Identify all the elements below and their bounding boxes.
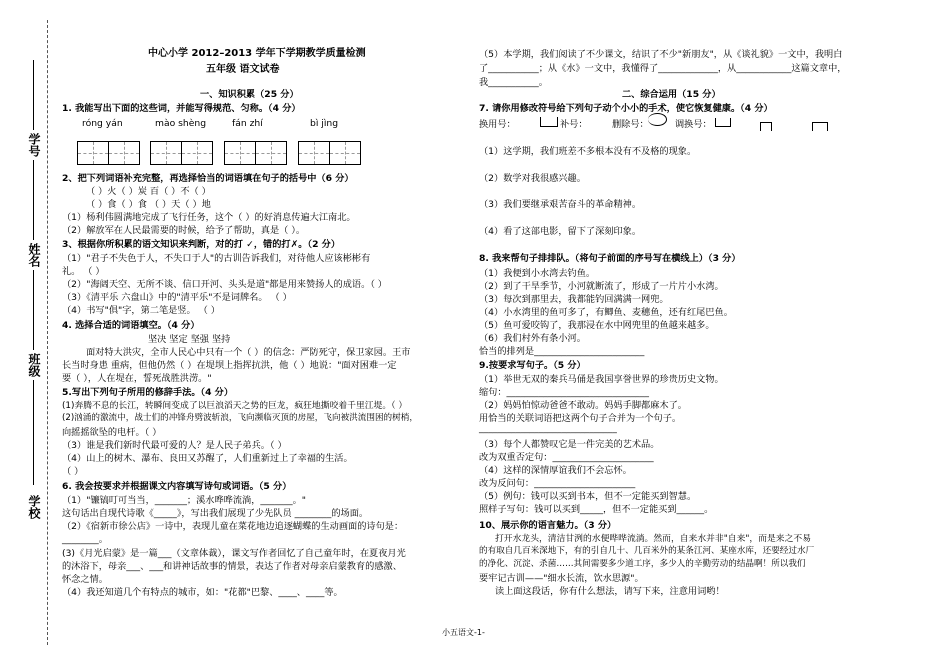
q3-title: 3、根据你所积累的语文知识来判断，对的打 ✓，错的打✗。（2 分）	[62, 239, 341, 250]
number-line	[33, 60, 34, 130]
pinyin-4: bì jìng	[310, 118, 339, 129]
q7-s4: （4）看了这部电影，留下了深刻印象。	[479, 226, 642, 237]
writing-grid-4[interactable]	[298, 141, 361, 165]
pinyin-2: mào shèng	[155, 118, 207, 129]
q6-s1a: （1）"镰镐叮可当当，_______；溪水哗哗流淌，_______。"	[62, 495, 306, 506]
q9-title: 9.按要求写句子。（5 分）	[479, 360, 586, 371]
q8-s4: （4）小水湾里的鱼可多了，有鲫鱼、麦穗鱼，还有红尾巴鱼。	[479, 307, 733, 318]
q3-s1a: （1）"君子不失色于人，不失口于人"的古训告诉我们，对待他人应该彬彬有	[62, 253, 371, 264]
q8-s6: （6）我们村外有条小河。	[479, 333, 586, 344]
q1-title: 1. 我能写出下面的这些词，并能写得规范、匀称。（4 分）	[62, 103, 301, 114]
q2-title: 2、把下列词语补充完整，再选择恰当的词语填在句子的括号中（6 分）	[62, 173, 354, 184]
delete-mark-icon	[648, 113, 667, 126]
q6-s4: （4）我还知道几个有特点的城市，如："花都"巴黎、____、____等。	[62, 587, 343, 598]
writing-grid-1[interactable]	[77, 141, 140, 165]
q6-s3a: (3)《月光启蒙》是一篇___（文章体裁），课文写作者回忆了自己童年时，在夏夜月光	[62, 548, 406, 559]
q5-s2a: (2)汹涌的激流中，战士们的冲锋舟劈波斩浪，飞向濒临灭顶的房屋，飞向被洪流围困的树梢，	[62, 413, 418, 423]
q5-s1: (1)奔腾不息的长江，转瞬间变成了以巨浪滔天之势的巨龙，疯狂地撕咬着千里江堤。（ ）	[62, 401, 408, 411]
name-line	[33, 160, 34, 240]
q7-s1: （1）这学期，我们班差不多根本没有不及格的现象。	[479, 146, 697, 157]
q6-s1b: 这句话出自现代诗歌《_____》，写出我们展现了少先队员 ________的场面。	[62, 508, 369, 519]
q9-s5b[interactable]: 照样子写句：钱可以买到_____，但不一定能买到______。	[479, 504, 714, 515]
q4-title: 4. 选择合适的词语填空。（4 分）	[62, 320, 200, 331]
q9-s1: （1）举世无双的秦兵马俑是我国享誉世界的珍贵历史文物。	[479, 374, 724, 385]
section1-heading: 一、知识积累（25 分）	[200, 89, 299, 100]
q9-s3: （3）每个人都赞叹它是一件完美的艺术品。	[479, 439, 660, 450]
exam-title: 中心小学 2012–2013 学年下学期教学质量检测	[148, 48, 366, 59]
q6-s5a: （5）本学期，我们阅读了不少课文，结识了不少"新朋友"，从《谈礼貌》一文中，我明白	[479, 49, 843, 60]
q8-s2: （2）到了干旱季节，小河就断流了，形成了一片片小水湾。	[479, 281, 724, 292]
q9-s4: （4）这样的深情厚谊我们不会忘怀。	[479, 465, 632, 476]
q4-p3: 要（ ），人在堤在，誓死战胜洪涝。"	[62, 373, 212, 384]
q3-s4: （4）书写"俱"字，第二笔是竖。 （ ）	[62, 305, 220, 316]
q7-title: 7. 请你用修改符号给下列句子动个小小的手术，使它恢复健康。（4 分）	[479, 103, 773, 114]
q6-s3c: 怀念之情。	[62, 574, 108, 585]
pinyin-1: róng yán	[82, 118, 123, 129]
school-label: 学校	[27, 495, 41, 519]
fold-line	[47, 20, 48, 645]
q10-p5: 读上面这段话，你有什么想法，请写下来，注意用词哟！	[495, 586, 725, 597]
q9-s3b[interactable]: 改为双重否定句：______________________	[479, 452, 654, 463]
mark-delete-label: 删除号：	[612, 119, 649, 130]
pinyin-3: fán zhí	[232, 118, 263, 129]
q9-s2: （2）妈妈怕惊动爸爸不敢动。妈妈手脚都麻木了。	[479, 400, 687, 411]
q8-order[interactable]: 恰当的排列是________________________	[479, 346, 645, 357]
q5-s4a: （4）山上的树木、瀑布、良田又苏醒了，人们重新过上了幸福的生活。	[62, 453, 353, 464]
q10-p4: 要牢记古训——"细水长流，饮水思源"。	[479, 573, 644, 584]
replace-mark-icon	[540, 117, 558, 127]
exam-subtitle: 五年级 语文试卷	[206, 64, 280, 75]
q8-s3: （3）每次到那里去，我都能钓回满满一网兜。	[479, 294, 669, 305]
q8-title: 8. 我来帮句子排排队。（将句子前面的序号写在横线上）（3 分）	[479, 253, 741, 264]
q9-s2c[interactable]: ______________________________	[479, 423, 617, 434]
class-label: 班级	[27, 353, 41, 377]
q4-p1: 面对特大洪灾，全市人民心中只有一个（ ）的信念：严防死守，保卫家园。王市	[86, 347, 411, 358]
mark-swap-label: 调换号：	[675, 119, 712, 130]
q5-s2b: 向摇摇欲坠的电杆。（ ）	[62, 427, 162, 438]
swap-mark-icon-2	[760, 122, 772, 131]
q8-s1: （1）我便到小水湾去钓鱼。	[479, 268, 596, 279]
page-footer: 小五语文-1-	[442, 628, 485, 637]
q3-s2: （2）"海阔天空、无所不谈、信口开河、头头是道"都是用来赞扬人的成语。（ ）	[62, 279, 387, 290]
mark-replace-label: 换用号：	[479, 119, 516, 130]
q4-p2: 长当时身患 重病，但他仍然（ ）在堤坝上指挥抗洪，他（ ）地说："面对困难一定	[62, 360, 397, 371]
q7-s2: （2）数学对我很感兴趣。	[479, 173, 586, 184]
q3-s3: （3）《清平乐 六盘山》中的"清平乐"不是词牌名。 （ ）	[62, 292, 292, 303]
q9-s1b[interactable]: 缩句：_______________________________	[479, 387, 649, 398]
mark-insert-label: 补号：	[560, 119, 588, 130]
q6-s2b: ________。	[62, 534, 108, 545]
q5-s3: （3）谁是我们新时代最可爱的人？是人民子弟兵。（ ）	[62, 440, 287, 451]
q5-title: 5.写出下列句子所用的修辞手法。（4 分）	[62, 387, 234, 398]
q2-s2: （2）解放军在人民最需要的时候，给予了帮助，真是（ ）。	[62, 225, 306, 236]
q9-s5: （5）例句：钱可以买到书本，但不一定能买到智慧。	[479, 491, 697, 502]
q6-s3b: 的沐浴下，母亲___、___和讲神话故事的情景，表达了作者对母亲启蒙教育的感激、	[62, 561, 402, 572]
q9-s2b: 用恰当的关联词语把这两个句子合并为一个句子。	[479, 413, 682, 424]
swap-mark-icon	[715, 118, 731, 127]
q2-line2: （ ）食（ ）食 （ ）天（ ）地	[86, 199, 211, 210]
q9-s4b[interactable]: 改为反问句：______________________	[479, 478, 636, 489]
q7-s3: （3）我们要继承艰苦奋斗的革命精神。	[479, 199, 642, 210]
q6-s2a: （2）《宿新市徐公店》一诗中，表现儿童在菜花地边追逐蝴蝶的生动画面的诗句是：	[62, 521, 404, 532]
q2-s1: （1）杨利伟圆满地完成了飞行任务，这个（ ）的好消息传遍大江南北。	[62, 212, 356, 223]
name-label: 姓名	[27, 243, 41, 267]
q10-title: 10、展示你的语言魅力。（3 分）	[479, 520, 617, 531]
q6-title: 6. 我会按要求并根据课文内容填写诗句或词语。（5 分）	[62, 481, 292, 492]
q5-s4b: （ ）	[62, 466, 84, 477]
q10-p3: 的净化、沉淀、杀菌……其间需要多少道工序，多少人的辛勤劳动的结晶啊！所以我们	[479, 559, 806, 569]
q6-s5b: 了___________；从《水》一文中，我懂得了_____________，从____________这篇文章中，	[479, 63, 847, 74]
q2-line1: （ ）火（ ）炭 百（ ）不（ ）	[86, 186, 211, 197]
q4-words: 坚决 坚定 坚强 坚持	[148, 334, 231, 345]
writing-grid-3[interactable]	[224, 141, 287, 165]
number-label: 学号	[27, 133, 41, 157]
q10-p2: 的有取自几百米深地下，有的引自几十、几百米外的某条江河、某座水库，还要经过水厂	[479, 546, 815, 556]
q6-s5c: 我___________。	[479, 77, 548, 88]
swap-mark-icon-3	[812, 122, 828, 131]
school-line	[33, 380, 34, 485]
q10-p1: 打开水龙头，清洁甘洌的水便哗哗流淌。然而，自来水并非"自来"，而是来之不易	[495, 534, 811, 544]
class-line	[33, 270, 34, 350]
q8-s5: （5）鱼可爱咬钩了，我那浸在水中网兜里的鱼越来越多。	[479, 320, 715, 331]
section2-heading: 二、综合运用（15 分）	[622, 89, 721, 100]
q3-s1b: 礼。 （ ）	[62, 266, 105, 277]
writing-grid-2[interactable]	[150, 141, 213, 165]
